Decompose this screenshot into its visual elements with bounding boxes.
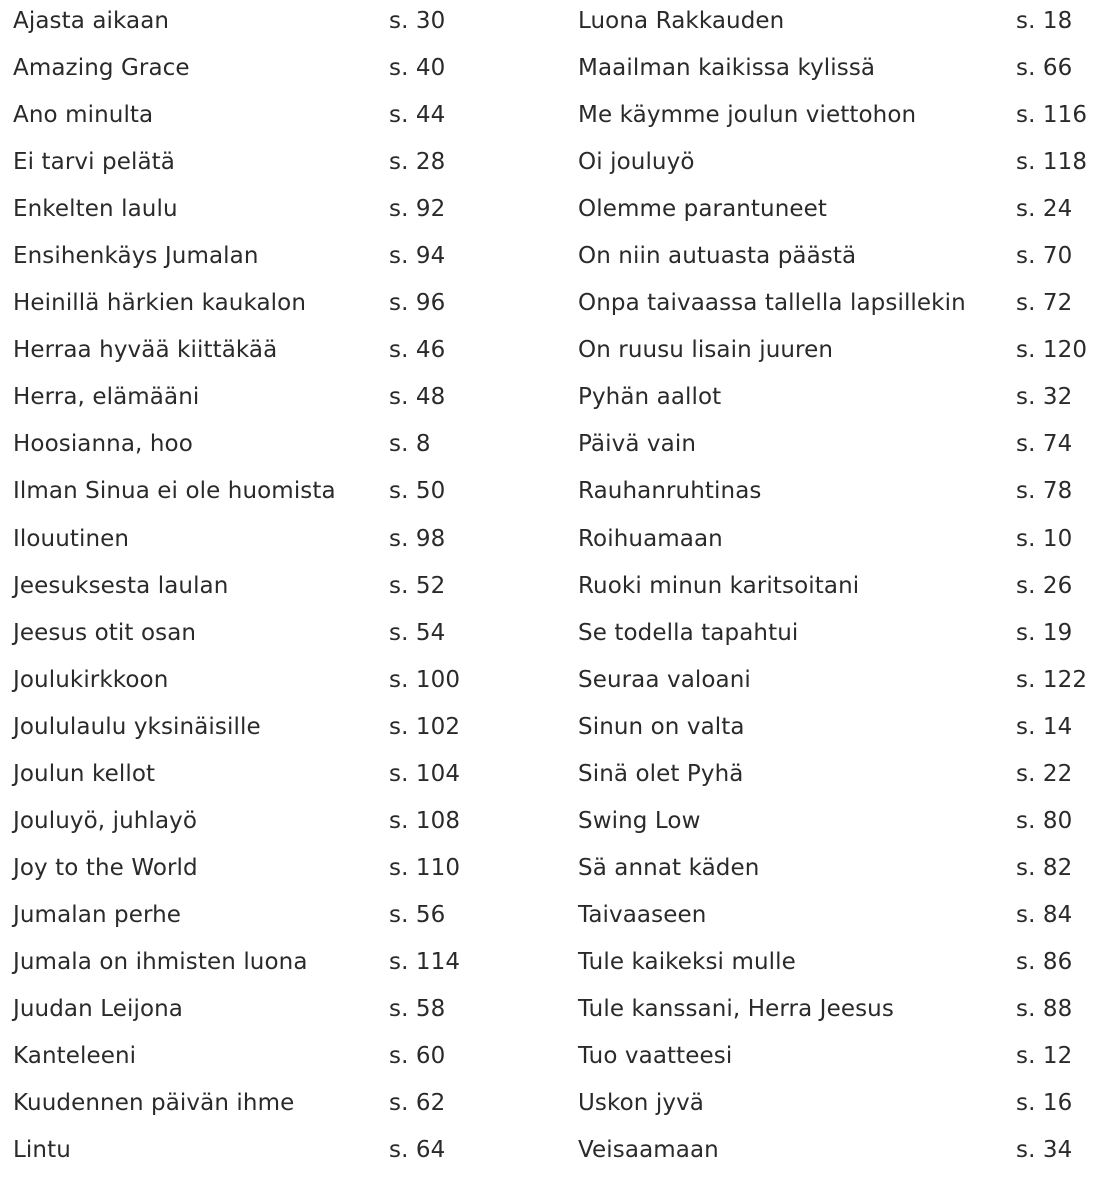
- song-title: Ensihenkäys Jumalan: [13, 243, 259, 270]
- song-title: Joulukirkkoon: [13, 666, 169, 693]
- index-entry: [13, 1129, 553, 1176]
- index-entry: [578, 894, 1112, 941]
- song-title: Veisaamaan: [578, 1137, 719, 1164]
- page-number: s. 22: [1016, 760, 1073, 787]
- song-title: Ruoki minun karitsoitani: [578, 572, 860, 599]
- index-entry: [13, 188, 553, 235]
- page-number: s. 74: [1016, 431, 1073, 458]
- index-entry: [578, 235, 1112, 282]
- song-title: Joululaulu yksinäisille: [13, 713, 261, 740]
- page-number: s. 122: [1016, 666, 1088, 693]
- index-entry: [578, 1082, 1112, 1129]
- page-number: s. 70: [1016, 243, 1073, 270]
- index-entry: [13, 941, 553, 988]
- song-title: Tule kaikeksi mulle: [578, 948, 796, 975]
- page-number: s. 10: [1016, 525, 1073, 552]
- song-title: Sä annat käden: [578, 854, 760, 881]
- song-title: Roihuamaan: [578, 525, 723, 552]
- song-title: Seuraa valoani: [578, 666, 751, 693]
- page-number: s. 32: [1016, 384, 1073, 411]
- page-number: s. 78: [1016, 478, 1073, 505]
- page-number: s. 48: [389, 384, 446, 411]
- index-entry: [578, 753, 1112, 800]
- song-title: Sinä olet Pyhä: [578, 760, 744, 787]
- index-entry: [578, 329, 1112, 376]
- index-entry: [13, 847, 553, 894]
- page-number: s. 46: [389, 337, 446, 364]
- page-number: s. 96: [389, 290, 446, 317]
- index-entry: [13, 94, 553, 141]
- page-number: s. 60: [389, 1043, 446, 1070]
- page-number: s. 100: [389, 666, 461, 693]
- page-number: s. 58: [389, 995, 446, 1022]
- song-title: Swing Low: [578, 807, 701, 834]
- index-entry: [13, 565, 553, 612]
- index-entry: [13, 706, 553, 753]
- page-number: s. 66: [1016, 55, 1073, 82]
- song-title: Ano minulta: [13, 102, 154, 129]
- index-entry: [13, 988, 553, 1035]
- index-entry: [578, 1129, 1112, 1176]
- song-title: Päivä vain: [578, 431, 697, 458]
- song-title: Jumalan perhe: [13, 901, 182, 928]
- index-entry: [578, 800, 1112, 847]
- page-number: s. 104: [389, 760, 461, 787]
- song-title: Heinillä härkien kaukalon: [13, 290, 306, 317]
- page-number: s. 118: [1016, 149, 1088, 176]
- song-title: On niin autuasta päästä: [578, 243, 857, 270]
- song-title: Rauhanruhtinas: [578, 478, 762, 505]
- song-title: Maailman kaikissa kylissä: [578, 55, 876, 82]
- index-column-left: [13, 0, 553, 1176]
- index-entry: [13, 753, 553, 800]
- index-entry: [578, 376, 1112, 423]
- index-entry: [578, 47, 1112, 94]
- index-entry: [578, 1035, 1112, 1082]
- index-entry: [578, 706, 1112, 753]
- song-title: Taivaaseen: [578, 901, 707, 928]
- index-entry: [13, 376, 553, 423]
- song-title: On ruusu lisain juuren: [578, 337, 834, 364]
- page-number: s. 18: [1016, 8, 1073, 34]
- song-title: Onpa taivaassa tallella lapsillekin: [578, 290, 966, 317]
- page-number: s. 8: [389, 431, 431, 458]
- song-title: Jumala on ihmisten luona: [13, 948, 308, 975]
- index-entry: [578, 518, 1112, 565]
- page-number: s. 44: [389, 102, 446, 129]
- page-number: s. 34: [1016, 1137, 1073, 1164]
- index-entry: [578, 141, 1112, 188]
- page-number: s. 102: [389, 713, 461, 740]
- index-entry: [13, 1035, 553, 1082]
- index-entry: [13, 800, 553, 847]
- song-title: Herraa hyvää kiittäkää: [13, 337, 278, 364]
- page-number: s. 88: [1016, 995, 1073, 1022]
- page-number: s. 92: [389, 196, 446, 223]
- song-title: Joy to the World: [13, 854, 198, 881]
- song-title: Jeesuksesta laulan: [13, 572, 229, 599]
- song-title: Hoosianna, hoo: [13, 431, 193, 458]
- song-title: Pyhän aallot: [578, 384, 722, 411]
- page-number: s. 52: [389, 572, 446, 599]
- song-title: Tuo vaatteesi: [578, 1043, 733, 1070]
- page-number: s. 28: [389, 149, 446, 176]
- index-entry: [578, 988, 1112, 1035]
- page-number: s. 86: [1016, 948, 1073, 975]
- page-number: s. 16: [1016, 1090, 1073, 1117]
- index-entry: [13, 329, 553, 376]
- song-title: Olemme parantuneet: [578, 196, 828, 223]
- page-number: s. 98: [389, 525, 446, 552]
- page-number: s. 72: [1016, 290, 1073, 317]
- index-entry: [578, 188, 1112, 235]
- index-entry: [578, 94, 1112, 141]
- page-number: s. 110: [389, 854, 461, 881]
- page-number: s. 94: [389, 243, 446, 270]
- index-entry: [13, 1082, 553, 1129]
- song-title: Ilouutinen: [13, 525, 130, 552]
- index-entry: [13, 612, 553, 659]
- page-number: s. 64: [389, 1137, 446, 1164]
- page-number: s. 82: [1016, 854, 1073, 881]
- index-entry: [13, 894, 553, 941]
- index-entry: [13, 47, 553, 94]
- index-entry: [13, 423, 553, 470]
- index-entry: [13, 282, 553, 329]
- song-title: Me käymme joulun viettohon: [578, 102, 917, 129]
- index-entry: [578, 423, 1112, 470]
- index-entry: [13, 235, 553, 282]
- index-entry: [578, 0, 1112, 47]
- index-entry: [578, 470, 1112, 517]
- song-title: Juudan Leijona: [13, 995, 184, 1022]
- page-number: s. 24: [1016, 196, 1073, 223]
- page-number: s. 62: [389, 1090, 446, 1117]
- index-entry: [578, 659, 1112, 706]
- page-number: s. 12: [1016, 1043, 1073, 1070]
- index-entry: [13, 518, 553, 565]
- song-title: Jeesus otit osan: [13, 619, 197, 646]
- song-title: Luona Rakkauden: [578, 8, 785, 34]
- song-title: Kuudennen päivän ihme: [13, 1090, 295, 1117]
- page-number: s. 108: [389, 807, 461, 834]
- song-title: Se todella tapahtui: [578, 619, 799, 646]
- song-title: Uskon jyvä: [578, 1090, 704, 1117]
- index-entry: [13, 470, 553, 517]
- song-title: Oi jouluyö: [578, 149, 695, 176]
- song-title: Ilman Sinua ei ole huomista: [13, 478, 336, 505]
- song-title: Tule kanssani, Herra Jeesus: [578, 995, 894, 1022]
- index-entry: [578, 941, 1112, 988]
- page-number: s. 54: [389, 619, 446, 646]
- page-number: s. 26: [1016, 572, 1073, 599]
- index-entry: [13, 659, 553, 706]
- index-entry: [578, 612, 1112, 659]
- song-title: Enkelten laulu: [13, 196, 178, 223]
- page-number: s. 114: [389, 948, 461, 975]
- song-title: Sinun on valta: [578, 713, 745, 740]
- song-title: Herra, elämääni: [13, 384, 200, 411]
- page-number: s. 14: [1016, 713, 1073, 740]
- index-entry: [13, 0, 553, 47]
- song-title: Lintu: [13, 1137, 71, 1164]
- song-title: Jouluyö, juhlayö: [13, 807, 198, 834]
- page-number: s. 84: [1016, 901, 1073, 928]
- page-number: s. 120: [1016, 337, 1088, 364]
- song-title: Ajasta aikaan: [13, 8, 170, 34]
- song-title: Kanteleeni: [13, 1043, 137, 1070]
- index-entry: [13, 141, 553, 188]
- index-entry: [578, 847, 1112, 894]
- index-column-right: [578, 0, 1112, 1176]
- page-number: s. 116: [1016, 102, 1088, 129]
- index-entry: [578, 282, 1112, 329]
- song-title: Amazing Grace: [13, 55, 190, 82]
- page-number: s. 40: [389, 55, 446, 82]
- index-entry: [578, 565, 1112, 612]
- page-number: s. 19: [1016, 619, 1073, 646]
- page-number: s. 80: [1016, 807, 1073, 834]
- page-number: s. 56: [389, 901, 446, 928]
- song-title: Ei tarvi pelätä: [13, 149, 175, 176]
- page-number: s. 30: [389, 8, 446, 34]
- song-title: Joulun kellot: [13, 760, 156, 787]
- page-number: s. 50: [389, 478, 446, 505]
